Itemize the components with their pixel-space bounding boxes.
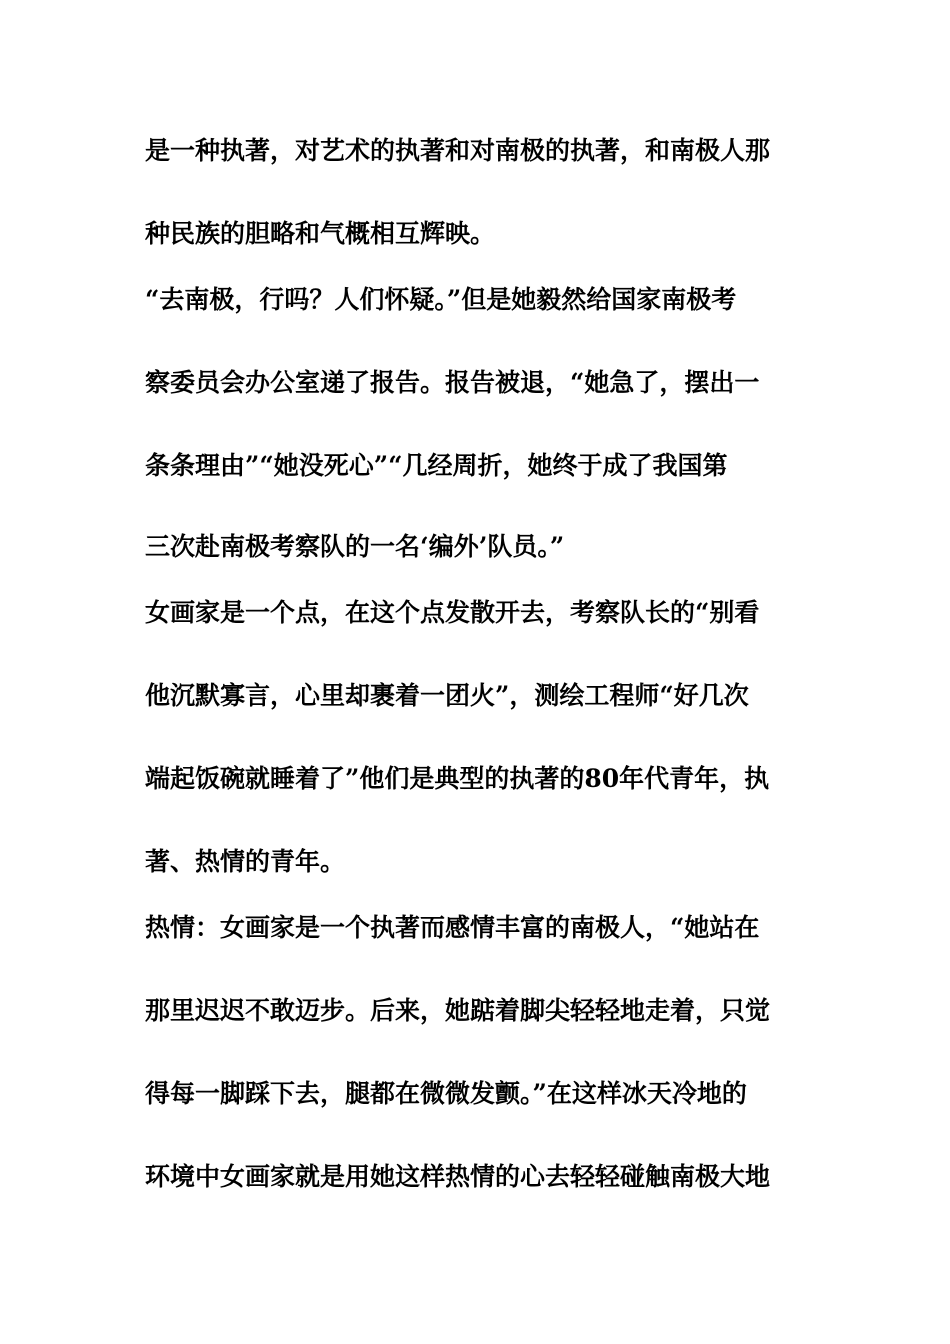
text-line: “去南极，行吗？人们怀疑。”但是她毅然给国家南极考 [145,285,737,314]
text-line: 得每一脚踩下去，腿都在微微发颤。”在这样冰天冷地的 [145,1079,747,1108]
text-line: 端起饭碗就睡着了”他们是典型的执著的80年代青年，执 [145,764,770,793]
text-line: 环境中女画家就是用她这样热情的心去轻轻碰触南极大地 [145,1162,771,1191]
text-line: 女画家是一个点，在这个点发散开去，考察队长的“别看 [145,598,760,627]
text-line: 察委员会办公室递了报告。报告被退，“她急了，摆出一 [145,368,760,397]
text-line: 是一种执著，对艺术的执著和对南极的执著，和南极人那 [145,136,771,165]
text-line: 著、热情的青年。 [145,847,346,876]
text-line: 热情：女画家是一个执著而感情丰富的南极人，“她站在 [145,913,760,942]
text-line: 条条理由”“她没死心”“几经周折，她终于成了我国第 [145,451,728,480]
text-line: 那里迟迟不敢迈步。后来，她踮着脚尖轻轻地走着，只觉 [145,996,771,1025]
text-line: 三次赴南极考察队的一名‘编外’队员。” [145,532,565,561]
text-line: 他沉默寡言，心里却裹着一团火”，测绘工程师“好几次 [145,681,749,710]
text-line: 种民族的胆略和气概相互辉映。 [145,219,496,248]
